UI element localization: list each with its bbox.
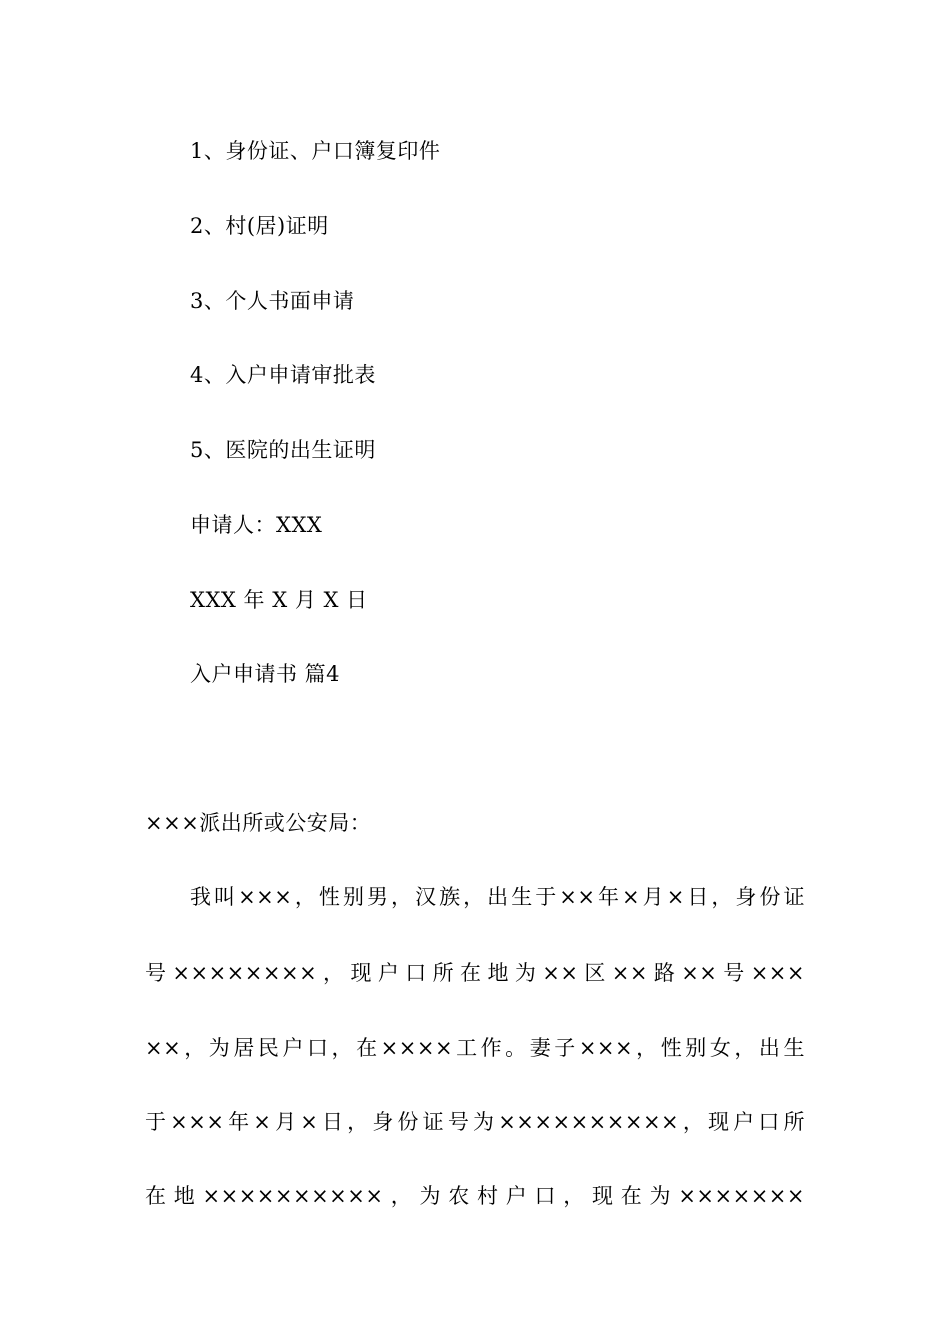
required-item-5: 5、医院的出生证明 (190, 438, 376, 462)
body-line-2: 号××××××××，现户口所在地为××区××路××号××× (145, 961, 805, 985)
date-line: XXX 年 X 月 X 日 (190, 588, 368, 612)
required-item-2: 2、村(居)证明 (190, 214, 329, 238)
body-line-4: 于×××年×月×日，身份证号为××××××××××，现户口所 (145, 1110, 805, 1134)
body-line-3: ××，为居民户口，在××××工作。妻子×××，性别女，出生 (145, 1036, 805, 1060)
section-heading: 入户申请书 篇4 (190, 662, 341, 686)
required-item-1: 1、身份证、户口簿复印件 (190, 139, 441, 163)
body-line-1: 我叫×××，性别男，汉族，出生于××年×月×日，身份证 (190, 885, 805, 909)
required-item-3: 3、个人书面申请 (190, 289, 355, 313)
applicant-line: 申请人：XXX (190, 513, 323, 537)
salutation: ×××派出所或公安局： (145, 811, 372, 835)
body-line-5: 在地××××××××××，为农村户口，现在为××××××× (145, 1184, 805, 1208)
required-item-4: 4、入户申请审批表 (190, 363, 376, 387)
